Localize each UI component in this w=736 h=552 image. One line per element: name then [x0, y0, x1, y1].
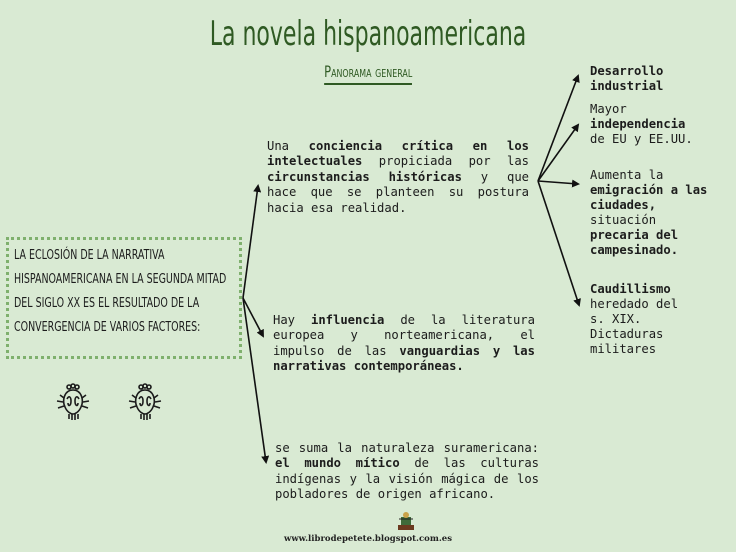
- factor-naturaleza: se suma la naturaleza suramericana: el mundo mítico de las culturas indígenas y la visión mágica de los pobladores de origen africano.: [275, 441, 540, 502]
- intro-line: CONVERGENCIA DE VARIOS FACTORES:: [14, 319, 201, 335]
- factor-conciencia-critica: Una conciencia crítica en los intelectuales propiciada por las circunstancias históricas y que hace que se planteen su postura hacia esa realidad.: [267, 139, 529, 215]
- page-title: La novela hispanoamericana: [209, 14, 527, 54]
- circumstance-desarrollo: Desarrollo industrial: [590, 64, 664, 93]
- blog-logo-icon: [395, 511, 417, 531]
- circumstance-emigracion: Aumenta la emigración a las ciudades, situación precaria del campesinado.: [590, 168, 708, 257]
- intro-line: DEL SIGLO XX ES EL RESULTADO DE LA: [14, 295, 200, 311]
- intro-line: HISPANOAMERICANA EN LA SEGUNDA MITAD: [14, 271, 227, 287]
- intro-line: LA ECLOSIÓN DE LA NARRATIVA: [14, 247, 165, 263]
- subtitle-text: Panorama general: [324, 62, 412, 85]
- footer-url[interactable]: www.librodepetete.blogspot.com.es: [284, 534, 452, 544]
- circumstance-caudillismo: Caudillismo heredado del s. XIX. Dictaduras militares: [590, 282, 679, 356]
- factor-influencia: Hay influencia de la literatura europea y norteamericana, el impulso de las vanguardias y las narrativas contemporáneas.: [273, 313, 535, 374]
- circumstance-independencia: Mayor independencia de EU y EE.UU.: [590, 102, 693, 146]
